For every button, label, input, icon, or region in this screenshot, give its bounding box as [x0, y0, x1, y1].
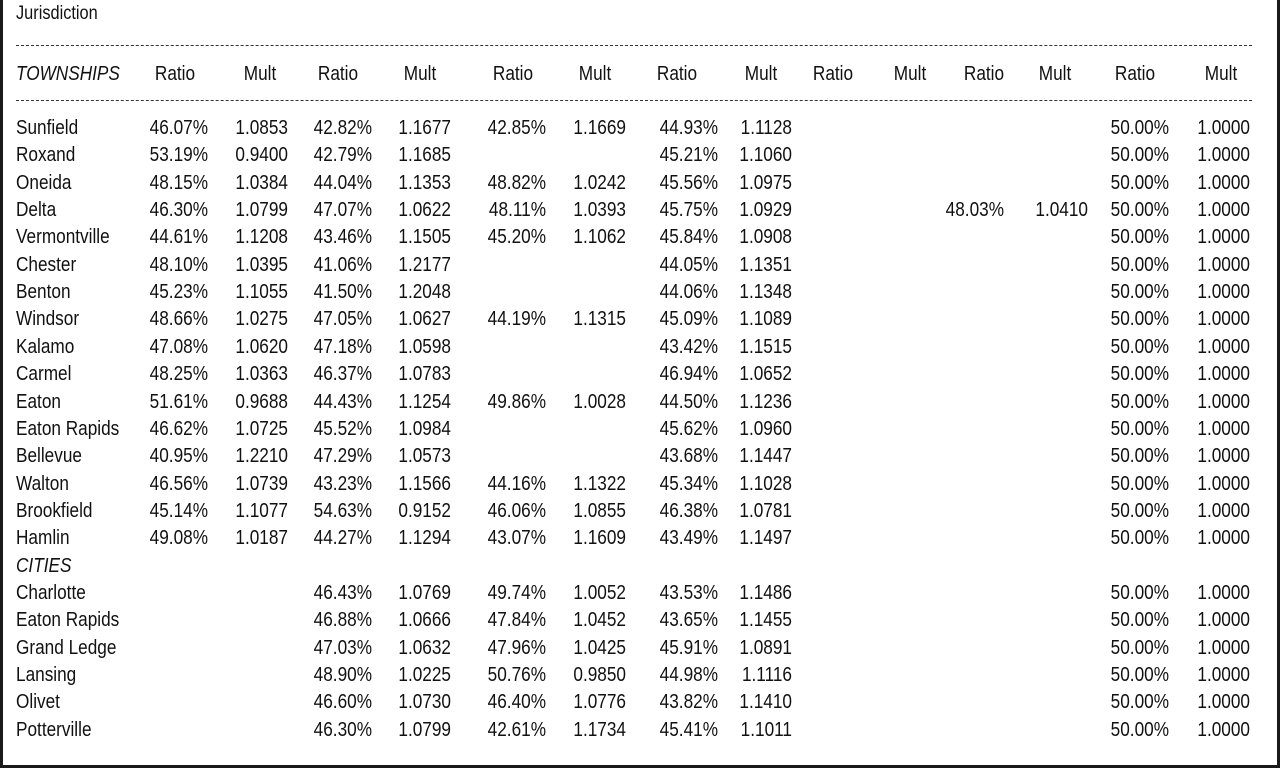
- table-cell: 49.86%: [487, 390, 546, 413]
- table-cell: 0.9850: [573, 664, 626, 686]
- table-cell: 1.2048: [398, 281, 451, 304]
- table-cell: 1.1609: [573, 527, 626, 550]
- table-cell: 44.50%: [659, 390, 718, 413]
- row-name: Eaton Rapids: [16, 609, 120, 632]
- table-cell: 44.61%: [149, 226, 208, 249]
- table-cell: 45.34%: [659, 472, 718, 495]
- row-name: Bellevue: [16, 445, 82, 468]
- table-cell: 48.90%: [313, 664, 372, 686]
- table-cell: 50.00%: [1110, 117, 1169, 139]
- column-header-mult: Mult: [578, 63, 612, 85]
- table-cell: 1.1677: [398, 117, 451, 139]
- table-cell: 1.0452: [573, 609, 626, 632]
- table-cell: 50.00%: [1110, 253, 1169, 276]
- column-header-ratio: Ratio: [492, 63, 534, 85]
- table-cell: 1.0783: [398, 363, 451, 386]
- table-cell: 1.1497: [739, 527, 792, 550]
- table-cell: 53.19%: [149, 144, 208, 167]
- table-cell: 1.0225: [398, 664, 451, 686]
- table-cell: 47.03%: [313, 636, 372, 659]
- table-cell: 1.0395: [235, 253, 288, 276]
- table-cell: 1.0000: [1197, 527, 1250, 550]
- table-cell: 45.62%: [659, 417, 718, 440]
- table-cell: 45.14%: [149, 499, 208, 522]
- table-cell: 1.1447: [739, 445, 792, 468]
- row-name: Kalamo: [16, 335, 75, 358]
- table-cell: 50.00%: [1110, 226, 1169, 249]
- table-cell: 43.46%: [313, 226, 372, 249]
- table-cell: 43.49%: [659, 527, 718, 550]
- table-cell: 46.62%: [149, 417, 208, 440]
- row-name: Benton: [16, 281, 71, 304]
- table-cell: 46.60%: [313, 691, 372, 714]
- table-cell: 1.1685: [398, 144, 451, 167]
- table-cell: 1.1351: [739, 253, 792, 276]
- table-cell: 0.9400: [235, 144, 288, 167]
- table-cell: 43.53%: [659, 581, 718, 604]
- table-cell: 44.19%: [487, 308, 546, 331]
- table-cell: 47.07%: [313, 199, 372, 222]
- table-cell: 1.1505: [398, 226, 451, 249]
- table-cell: 48.11%: [488, 199, 546, 222]
- table-cell: 1.0000: [1197, 390, 1250, 413]
- table-cell: 48.03%: [945, 199, 1004, 222]
- table-cell: 45.20%: [487, 226, 546, 249]
- table-cell: 47.08%: [149, 335, 208, 358]
- table-cell: 46.07%: [149, 117, 208, 139]
- table-cell: 50.00%: [1110, 718, 1169, 741]
- table-cell: 46.06%: [487, 499, 546, 522]
- table-cell: 1.1322: [573, 472, 626, 495]
- table-cell: 50.00%: [1110, 281, 1169, 304]
- column-header-ratio: Ratio: [656, 63, 698, 85]
- table-cell: 1.0929: [739, 199, 792, 222]
- table-cell: 44.05%: [659, 253, 718, 276]
- table-cell: 0.9688: [235, 390, 288, 413]
- table-cell: 50.00%: [1110, 390, 1169, 413]
- table-cell: 45.52%: [313, 417, 372, 440]
- table-cell: 1.0730: [398, 691, 451, 714]
- table-cell: 1.0000: [1197, 281, 1250, 304]
- table-cell: 1.0000: [1197, 664, 1250, 686]
- table-cell: 43.65%: [659, 609, 718, 632]
- table-cell: 0.9152: [398, 499, 451, 522]
- header-rule-top: [16, 45, 1252, 46]
- table-cell: 50.00%: [1110, 472, 1169, 495]
- table-cell: 49.74%: [487, 581, 546, 604]
- table-cell: 1.1128: [740, 117, 792, 139]
- table-cell: 50.00%: [1110, 609, 1169, 632]
- table-cell: 1.1028: [739, 472, 792, 495]
- table-cell: 48.66%: [149, 308, 208, 331]
- table-cell: 1.1254: [398, 390, 451, 413]
- table-cell: 50.00%: [1110, 691, 1169, 714]
- table-cell: 47.05%: [313, 308, 372, 331]
- table-cell: 1.0799: [398, 718, 451, 741]
- table-cell: 1.1077: [235, 499, 288, 522]
- table-cell: 44.04%: [313, 171, 372, 194]
- table-cell: 1.1734: [573, 718, 626, 741]
- row-name: Olivet: [16, 691, 60, 714]
- row-name: Vermontville: [16, 226, 110, 249]
- table-cell: 50.00%: [1110, 171, 1169, 194]
- table-cell: 44.06%: [659, 281, 718, 304]
- table-cell: 47.29%: [313, 445, 372, 468]
- table-cell: 50.00%: [1110, 664, 1169, 686]
- table-cell: 1.1116: [741, 664, 792, 686]
- row-name: Eaton Rapids: [16, 417, 120, 440]
- table-cell: 46.30%: [313, 718, 372, 741]
- column-header-group: TOWNSHIPS: [16, 63, 120, 85]
- table-cell: 50.00%: [1110, 144, 1169, 167]
- table-cell: 1.1669: [573, 117, 626, 139]
- column-header-mult: Mult: [1038, 63, 1072, 85]
- table-cell: 48.82%: [487, 171, 546, 194]
- table-cell: 50.00%: [1110, 527, 1169, 550]
- table-cell: 46.56%: [149, 472, 208, 495]
- table-cell: 45.56%: [659, 171, 718, 194]
- table-cell: 1.0908: [739, 226, 792, 249]
- table-cell: 1.0052: [573, 581, 626, 604]
- table-cell: 1.0000: [1197, 718, 1250, 741]
- table-cell: 1.0984: [398, 417, 451, 440]
- column-header-mult: Mult: [893, 63, 927, 85]
- table-cell: 46.40%: [487, 691, 546, 714]
- table-cell: 1.0666: [398, 609, 451, 632]
- table-cell: 44.93%: [659, 117, 718, 139]
- table-caption: Jurisdiction: [16, 3, 98, 24]
- table-cell: 1.0000: [1197, 253, 1250, 276]
- column-header-mult: Mult: [403, 63, 437, 85]
- table-cell: 1.0725: [235, 417, 288, 440]
- column-header-ratio: Ratio: [317, 63, 359, 85]
- table-cell: 1.0275: [235, 308, 288, 331]
- table-cell: 43.82%: [659, 691, 718, 714]
- table-cell: 45.75%: [659, 199, 718, 222]
- table-cell: 45.09%: [659, 308, 718, 331]
- table-cell: 1.0573: [398, 445, 451, 468]
- table-cell: 42.82%: [313, 117, 372, 139]
- table-cell: 42.61%: [487, 718, 546, 741]
- table-cell: 1.1515: [739, 335, 792, 358]
- section-label: CITIES: [16, 554, 72, 577]
- column-header-mult: Mult: [1204, 63, 1238, 85]
- row-name: Hamlin: [16, 527, 70, 550]
- table-cell: 45.91%: [659, 636, 718, 659]
- table-cell: 1.0000: [1197, 117, 1250, 139]
- row-name: Delta: [16, 199, 57, 222]
- table-cell: 44.43%: [313, 390, 372, 413]
- table-cell: 45.21%: [659, 144, 718, 167]
- table-cell: 1.0000: [1197, 636, 1250, 659]
- table-cell: 51.61%: [149, 390, 208, 413]
- column-header-mult: Mult: [744, 63, 778, 85]
- table-cell: 1.1208: [235, 226, 288, 249]
- table-cell: 1.1348: [739, 281, 792, 304]
- table-cell: 49.08%: [149, 527, 208, 550]
- table-cell: 46.37%: [313, 363, 372, 386]
- row-name: Walton: [16, 472, 69, 495]
- table-cell: 1.1410: [739, 691, 792, 714]
- table-cell: 1.1011: [740, 718, 792, 741]
- table-cell: 1.0853: [235, 117, 288, 139]
- table-cell: 50.00%: [1110, 335, 1169, 358]
- table-cell: 1.2210: [235, 445, 288, 468]
- table-cell: 1.0799: [235, 199, 288, 222]
- table-cell: 1.0028: [573, 390, 626, 413]
- row-name: Roxand: [16, 144, 76, 167]
- table-cell: 1.0000: [1197, 199, 1250, 222]
- table-cell: 1.1315: [573, 308, 626, 331]
- table-cell: 1.0000: [1197, 335, 1250, 358]
- table-cell: 1.0000: [1197, 691, 1250, 714]
- table-cell: 1.0627: [398, 308, 451, 331]
- row-name: Lansing: [16, 664, 77, 686]
- table-cell: 1.0393: [573, 199, 626, 222]
- table-cell: 1.0363: [235, 363, 288, 386]
- table-cell: 1.1062: [573, 226, 626, 249]
- table-cell: 45.23%: [149, 281, 208, 304]
- row-name: Carmel: [16, 363, 72, 386]
- table-cell: 1.0000: [1197, 144, 1250, 167]
- column-header-ratio: Ratio: [1114, 63, 1156, 85]
- table-cell: 1.0769: [398, 581, 451, 604]
- row-name: Chester: [16, 253, 77, 276]
- table-cell: 46.94%: [659, 363, 718, 386]
- table-cell: 41.50%: [313, 281, 372, 304]
- table-cell: 48.25%: [149, 363, 208, 386]
- table-cell: 1.0000: [1197, 609, 1250, 632]
- table-cell: 1.0000: [1197, 363, 1250, 386]
- table-cell: 1.0425: [573, 636, 626, 659]
- table-cell: 40.95%: [149, 445, 208, 468]
- table-cell: 1.0855: [573, 499, 626, 522]
- table-cell: 50.00%: [1110, 581, 1169, 604]
- table-cell: 45.41%: [659, 718, 718, 741]
- table-cell: 50.00%: [1110, 308, 1169, 331]
- table-cell: 1.0000: [1197, 499, 1250, 522]
- table-cell: 1.0000: [1197, 171, 1250, 194]
- table-cell: 46.43%: [313, 581, 372, 604]
- table-cell: 1.1060: [739, 144, 792, 167]
- table-cell: 46.30%: [149, 199, 208, 222]
- table-cell: 1.0776: [573, 691, 626, 714]
- column-header-ratio: Ratio: [963, 63, 1005, 85]
- column-header-mult: Mult: [243, 63, 277, 85]
- table-cell: 43.07%: [487, 527, 546, 550]
- table-cell: 1.0000: [1197, 417, 1250, 440]
- row-name: Brookfield: [16, 499, 93, 522]
- row-name: Charlotte: [16, 581, 86, 604]
- table-cell: 1.0000: [1197, 308, 1250, 331]
- table-cell: 1.0739: [235, 472, 288, 495]
- table-cell: 1.0410: [1035, 199, 1088, 222]
- table-cell: 41.06%: [313, 253, 372, 276]
- table-cell: 44.98%: [659, 664, 718, 686]
- table-cell: 1.0598: [398, 335, 451, 358]
- table-cell: 1.1089: [739, 308, 792, 331]
- table-cell: 1.0632: [398, 636, 451, 659]
- table-cell: 42.85%: [487, 117, 546, 139]
- table-cell: 43.42%: [659, 335, 718, 358]
- table-cell: 54.63%: [313, 499, 372, 522]
- table-cell: 48.15%: [149, 171, 208, 194]
- table-cell: 50.00%: [1110, 636, 1169, 659]
- table-cell: 44.27%: [313, 527, 372, 550]
- table-cell: 50.76%: [487, 664, 546, 686]
- table-cell: 1.0187: [235, 527, 288, 550]
- table-cell: 48.10%: [149, 253, 208, 276]
- table-cell: 50.00%: [1110, 417, 1169, 440]
- table-cell: 46.38%: [659, 499, 718, 522]
- column-header-ratio: Ratio: [812, 63, 854, 85]
- column-header-ratio: Ratio: [154, 63, 196, 85]
- header-rule-bottom: [16, 100, 1252, 101]
- table-cell: 1.0652: [739, 363, 792, 386]
- table-cell: 44.16%: [487, 472, 546, 495]
- table-cell: 50.00%: [1110, 199, 1169, 222]
- row-name: Windsor: [16, 308, 80, 331]
- table-cell: 42.79%: [313, 144, 372, 167]
- table-cell: 1.0622: [398, 199, 451, 222]
- table-cell: 47.18%: [313, 335, 372, 358]
- table-cell: 1.0620: [235, 335, 288, 358]
- table-cell: 1.1455: [739, 609, 792, 632]
- table-cell: 45.84%: [659, 226, 718, 249]
- table-cell: 1.1236: [739, 390, 792, 413]
- row-name: Oneida: [16, 171, 72, 194]
- table-cell: 1.1055: [235, 281, 288, 304]
- table-cell: 47.84%: [487, 609, 546, 632]
- table-cell: 50.00%: [1110, 363, 1169, 386]
- table-cell: 1.0000: [1197, 472, 1250, 495]
- table-cell: 43.68%: [659, 445, 718, 468]
- table-cell: 1.1566: [398, 472, 451, 495]
- table-cell: 1.1294: [398, 527, 451, 550]
- table-cell: 1.1486: [739, 581, 792, 604]
- table-cell: 1.2177: [398, 253, 451, 276]
- table-cell: 43.23%: [313, 472, 372, 495]
- row-name: Potterville: [16, 718, 92, 741]
- row-name: Sunfield: [16, 117, 79, 139]
- table-cell: 1.0891: [739, 636, 792, 659]
- table-cell: 47.96%: [487, 636, 546, 659]
- table-cell: 1.0384: [235, 171, 288, 194]
- table-cell: 1.0000: [1197, 581, 1250, 604]
- table-cell: 46.88%: [313, 609, 372, 632]
- table-cell: 1.0960: [739, 417, 792, 440]
- table-cell: 1.0000: [1197, 445, 1250, 468]
- table-cell: 1.0975: [739, 171, 792, 194]
- table-cell: 1.0242: [573, 171, 626, 194]
- table-cell: 50.00%: [1110, 445, 1169, 468]
- row-name: Eaton: [16, 390, 61, 413]
- table-cell: 1.0781: [739, 499, 792, 522]
- table-cell: 50.00%: [1110, 499, 1169, 522]
- row-name: Grand Ledge: [16, 636, 117, 659]
- table-cell: 1.0000: [1197, 226, 1250, 249]
- table-cell: 1.1353: [398, 171, 451, 194]
